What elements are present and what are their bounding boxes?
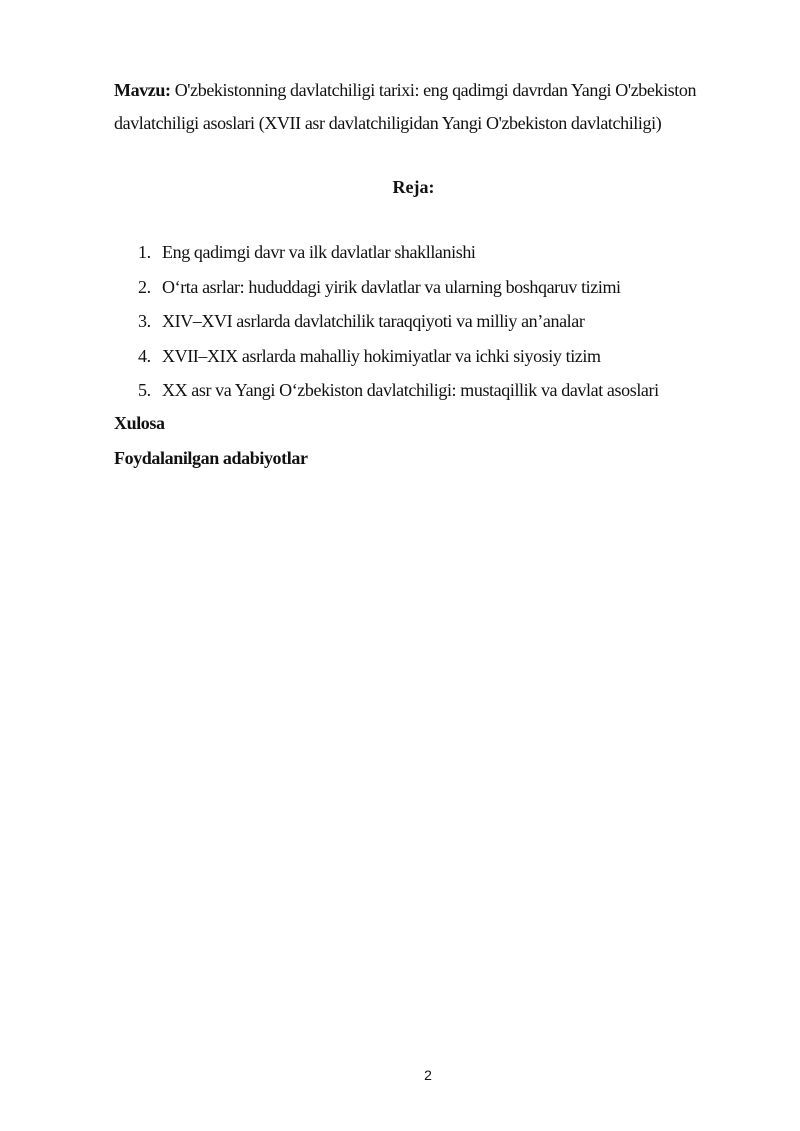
references-heading: Foydalanilgan adabiyotlar xyxy=(114,448,308,468)
plan-item xyxy=(138,309,659,344)
plan-item-number: 2. xyxy=(138,276,151,297)
page-number: 2 xyxy=(424,1067,432,1083)
plan-item-text: Eng qadimgi davr va ilk davlatlar shakllanishi xyxy=(162,242,476,262)
topic-text: O'zbekistonning davlatchiligi tarixi: eng qadimgi davrdan Yangi O'zbekiston davlatchiligi asoslari (XVII asr davlatchiligidan Yangi O'zbekiston davlatchiligi) xyxy=(114,80,697,133)
plan-item-text: XVII–XIX asrlarda mahalliy hokimiyatlar va ichki siyosiy tizim xyxy=(162,345,601,366)
plan-item-text: O‘rta asrlar: hududdagi yirik davlatlar va ularning boshqaruv tizimi xyxy=(162,276,621,297)
plan-item xyxy=(138,378,659,413)
plan-item-number: 4. xyxy=(138,345,151,366)
plan-item xyxy=(138,240,659,275)
plan-item-number: 5. xyxy=(138,380,151,400)
topic-label: Mavzu: xyxy=(114,80,171,100)
plan-item-number: 3. xyxy=(138,311,151,331)
conclusion-heading: Xulosa xyxy=(114,413,165,433)
plan-item-number: 1. xyxy=(138,242,151,262)
plan-title: Reja: xyxy=(392,177,435,197)
plan-list xyxy=(138,240,659,413)
topic-paragraph xyxy=(114,74,714,140)
plan-item xyxy=(138,275,659,310)
plan-item-text: XIV–XVI asrlarda davlatchilik taraqqiyoti va milliy an’analar xyxy=(162,311,585,331)
plan-item-text: XX asr va Yangi O‘zbekiston davlatchiligi: mustaqillik va davlat asoslari xyxy=(162,380,659,400)
plan-item xyxy=(138,344,659,379)
